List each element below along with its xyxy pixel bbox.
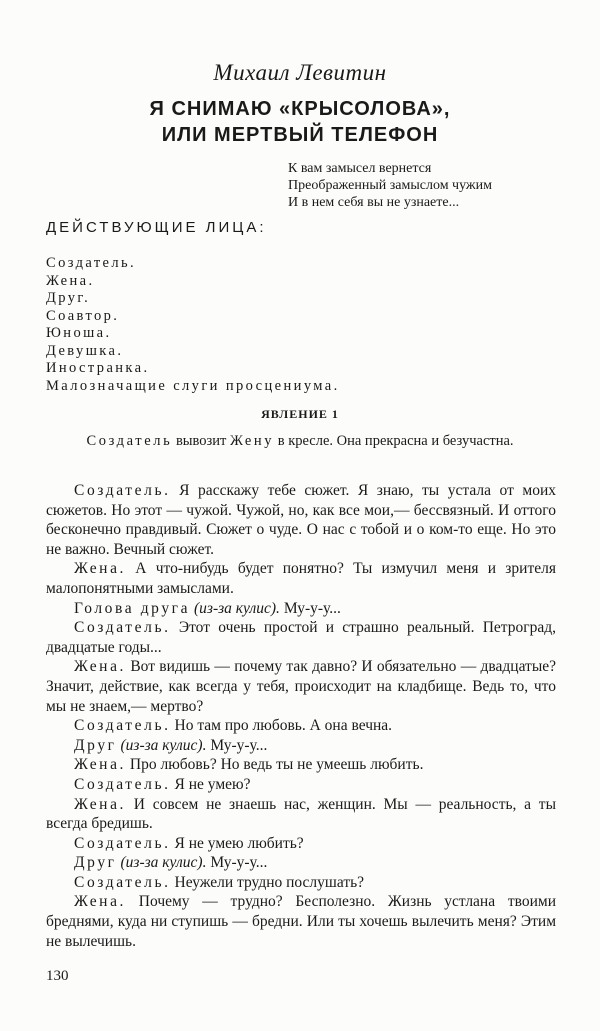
dialogue-line: [46, 795, 556, 834]
speech-text: Я не умею?: [170, 775, 251, 793]
speaker-name: Жена.: [74, 893, 127, 911]
cast-heading: ДЕЙСТВУЮЩИЕ ЛИЦА:: [46, 219, 267, 236]
cast-item: Создатель.: [46, 255, 137, 271]
dialogue-line: [46, 481, 556, 559]
speech-text: Про любовь? Но ведь ты не умеешь любить.: [126, 756, 424, 774]
stage-text: вывозит: [172, 433, 230, 449]
page-number: 130: [46, 968, 69, 984]
speech-text: Му-у-у...: [206, 736, 268, 754]
speaker-name: Жена.: [74, 795, 127, 813]
dialogue-line: [46, 834, 556, 854]
dialogue-line: [46, 892, 556, 951]
speech-text: А что-нибудь будет понятно? Ты измучил меня и зрителя малопонятными замыслами.: [46, 560, 556, 597]
epigraph-line: И в нем себя вы не узнаете...: [288, 195, 460, 210]
speaker-name: Создатель.: [74, 482, 171, 499]
stage-character: Создатель: [86, 433, 173, 449]
cast-list: [46, 255, 566, 395]
speech-text: Му-у-у...: [279, 599, 341, 617]
dialogue-line: [46, 559, 556, 598]
play-title-line-1: Я СНИМАЮ «КРЫСОЛОВА»,: [149, 98, 451, 120]
speech-text: Я не умею любить?: [170, 834, 304, 852]
stage-remark: (из-за кулис).: [116, 736, 207, 754]
dialogue-line: [46, 716, 556, 736]
speech-text: Неужели трудно послушать?: [170, 873, 365, 891]
dialogue-line: [46, 736, 556, 756]
speaker-name: Жена.: [74, 658, 127, 676]
cast-item: Девушка.: [46, 342, 124, 359]
stage-character: Жену: [229, 433, 275, 449]
stage-text: в кресле. Она прекрасна и безучастна.: [274, 433, 514, 449]
dialogue-line: [46, 775, 556, 795]
dialogue-line: [46, 618, 556, 657]
dialogue-line: [46, 599, 556, 619]
epigraph-line: К вам замысел вернется: [288, 161, 432, 176]
speaker-name: Жена.: [74, 560, 127, 578]
speech-text: Вот видишь — почему так давно? И обязательно — двадцатые? Значит, действие, как всегда у тебя, происходит на кладбище. Ведь то, что мы не знаем,— мертво?: [46, 658, 556, 715]
speaker-name: Жена.: [74, 756, 127, 774]
speech-text: Но там про любовь. А она вечна.: [170, 717, 393, 735]
speaker-name: Друг: [74, 854, 117, 872]
play-title-line-2: ИЛИ МЕРТВЫЙ ТЕЛЕФОН: [161, 124, 439, 146]
cast-item: Иностранка.: [46, 360, 150, 376]
speaker-name: Создатель.: [74, 717, 171, 735]
speech-text: Почему — трудно? Бесполезно. Жизнь устлана твоими бреднями, куда ни ступишь — бредни. Или ты хочешь вылечить меня? Этим не вылечишь.: [46, 893, 556, 950]
stage-remark: (из-за кулис).: [116, 854, 207, 872]
speech-text: Я расскажу тебе сюжет. Я знаю, ты устала от моих сюжетов. Но этот — чужой. Чужой, но, как все мои,— бессвязный. И оттого бесконечно правдивый. Сюжет о чуде. О нас с тобой и о ком-то еще. Но это не важно. Вечный сюжет.: [46, 482, 556, 558]
cast-item: Малозначащие слуги просцениума.: [46, 377, 340, 394]
cast-item: Юноша.: [46, 325, 112, 341]
cast-item: Жена.: [46, 272, 95, 289]
speaker-name: Создатель.: [74, 873, 171, 891]
speaker-name: Голова друга: [74, 599, 191, 617]
dialogue: [46, 481, 556, 951]
dialogue-line: [46, 657, 556, 716]
speech-text: И совсем не знаешь нас, женщин. Мы — реальность, а ты всегда бредишь.: [46, 795, 556, 833]
speaker-name: Друг: [74, 736, 117, 754]
epigraph-line: Преображенный замыслом чужим: [288, 178, 492, 193]
author-name: Михаил Левитин: [213, 60, 387, 85]
scene-heading: ЯВЛЕНИЕ 1: [261, 407, 339, 421]
dialogue-line: [46, 873, 556, 893]
stage-remark: (из-за кулис).: [190, 599, 280, 617]
cast-item: Соавтор.: [46, 307, 120, 324]
dialogue-line: [46, 853, 556, 873]
cast-item: Друг.: [46, 290, 91, 306]
dialogue-line: [46, 755, 556, 775]
speaker-name: Создатель.: [74, 619, 171, 637]
speaker-name: Создатель.: [74, 834, 171, 852]
speech-text: Этот очень простой и страшно реальный. Петроград, двадцатые годы...: [46, 619, 556, 656]
speech-text: Му-у-у...: [206, 854, 268, 872]
speaker-name: Создатель.: [74, 775, 171, 793]
stage-direction: [40, 432, 560, 450]
epigraph: [288, 160, 578, 211]
